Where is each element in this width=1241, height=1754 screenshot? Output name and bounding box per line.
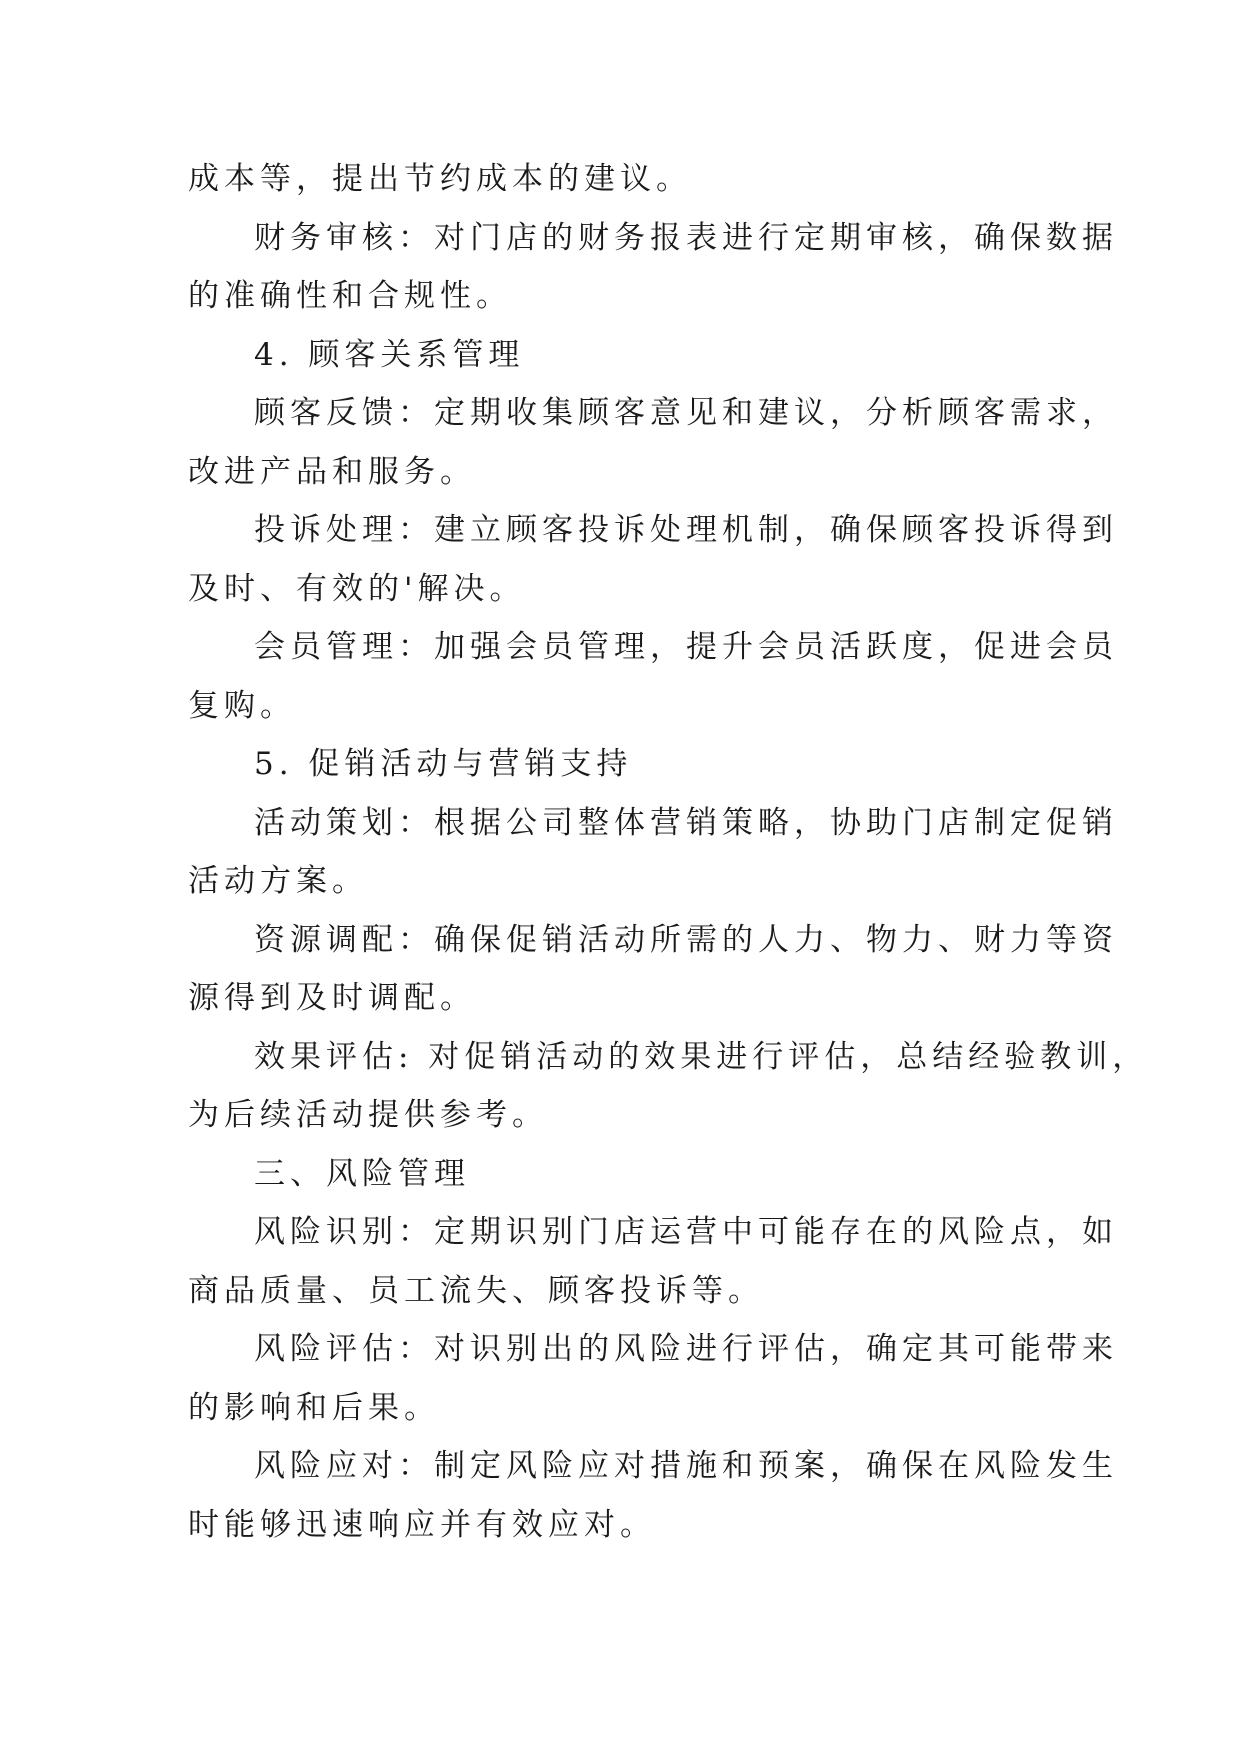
text-line: 风险识别：定期识别门店运营中可能存在的风险点，如 [254,1214,1118,1250]
section-heading: 5. 促销活动与营销支持 [254,746,633,782]
text-line: 的准确性和合规性。 [188,278,512,314]
text-line: 顾客反馈：定期收集顾客意见和建议，分析顾客需求， [254,395,1118,431]
text-line: 效果评估: 对促销活动的效果进行评估，总结经验教训， [254,1038,1149,1075]
text-line: 会员管理：加强会员管理，提升会员活跃度，促进会员 [254,629,1118,665]
section-heading: 三、风险管理 [254,1155,470,1192]
section-heading: 4. 顾客关系管理 [254,336,525,373]
text-line: 时能够迅速响应并有效应对。 [188,1506,656,1543]
text-line: 财务审核：对门店的财务报表进行定期审核，确保数据 [254,219,1118,256]
text-line: 及时、有效的'解决。 [188,570,526,607]
text-line: 风险评估：对识别出的风险进行评估，确定其可能带来 [254,1331,1118,1367]
text-line: 投诉处理：建立顾客投诉处理机制，确保顾客投诉得到 [254,512,1118,548]
text-line: 成本等，提出节约成本的建议。 [188,161,692,197]
text-line: 资源调配：确保促销活动所需的人力、物力、财力等资 [254,921,1118,958]
text-line: 复购。 [188,687,296,724]
text-line: 为后续活动提供参考。 [188,1097,548,1133]
text-line: 商品质量、员工流失、顾客投诉等。 [188,1272,764,1309]
text-line: 改进产品和服务。 [188,453,476,490]
text-line: 源得到及时调配。 [188,980,476,1016]
text-line: 活动策划：根据公司整体营销策略，协助门店制定促销 [254,804,1118,841]
text-line: 活动方案。 [188,863,368,899]
document-body [188,150,1149,1554]
text-line: 风险应对：制定风险应对措施和预案，确保在风险发生 [254,1448,1118,1484]
text-line: 的影响和后果。 [188,1389,440,1426]
